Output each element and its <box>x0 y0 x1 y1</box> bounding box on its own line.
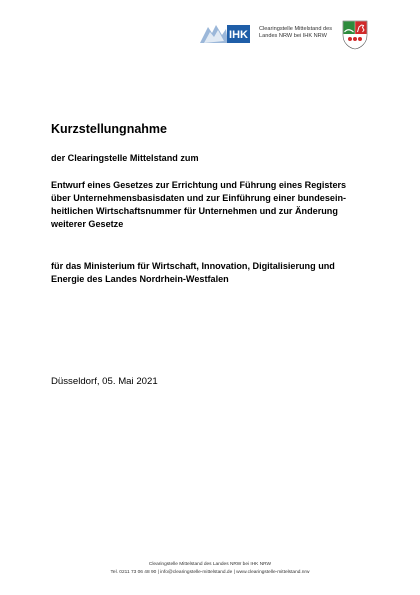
ministry-recipient <box>51 260 335 286</box>
clearingstelle-label <box>259 26 332 40</box>
place-and-date: Düsseldorf, 05. Mai 2021 <box>51 376 158 387</box>
draft-line-1: Entwurf eines Gesetzes zur Errichtung und Führung eines Registers <box>51 180 347 190</box>
draft-line-4: weiterer Gesetze <box>51 219 124 229</box>
draft-line-2: über Unternehmensbasisdaten und zur Einführung einer bundesein- <box>51 193 347 203</box>
nrw-crest-icon <box>342 20 368 50</box>
footer-organisation: Clearingstelle Mittelstand des Landes NRW bei IHK NRW <box>148 562 272 567</box>
draft-law-title <box>51 179 346 231</box>
ministry-line-1: für das Ministerium für Wirtschaft, Innovation, Digitalisierung und <box>51 261 335 271</box>
ihk-logo <box>198 23 250 45</box>
clearingstelle-line-2: Landes NRW bei IHK NRW <box>259 33 327 39</box>
page-footer <box>0 561 420 577</box>
draft-line-3: heitlichen Wirtschaftsnummer für Unternehmen und zur Änderung <box>51 206 338 216</box>
ihk-logo-text: IHK <box>229 29 248 41</box>
clearingstelle-line-1: Clearingstelle Mittelstand des <box>259 26 333 32</box>
footer-contact: Tel. 0211 73 06 48 90 | info@clearingstelle-mittelstand.de | www.clearingstelle-mittelstand.nrw <box>110 570 310 575</box>
document-title: Kurzstellungnahme <box>51 122 167 136</box>
ministry-line-2: Energie des Landes Nordrhein-Westfalen <box>51 274 229 284</box>
document-subtitle: der Clearingstelle Mittelstand zum <box>51 153 199 163</box>
